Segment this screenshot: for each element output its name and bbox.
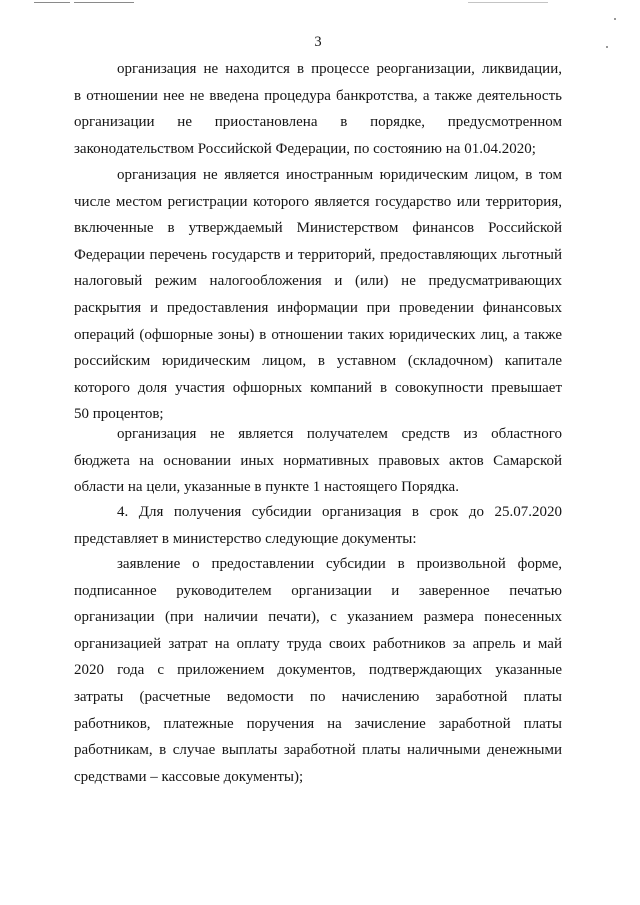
text-line: организации (при наличии печати), с указанием размера понесенных — [74, 609, 562, 626]
text-line: работников, платежные поручения на зачисление заработной платы — [74, 715, 562, 732]
text-line: операций (офшорные зоны) в отношении таких юридических лиц, а также — [74, 326, 562, 343]
text-line: организации не приостановлена в порядке, предусмотренном — [74, 114, 562, 131]
text-line: организацией затрат на оплату труда своих работников за апрель и май — [74, 635, 562, 652]
text-line: числе местом регистрации которого является государство или территория, — [74, 193, 562, 210]
paragraph-offshore — [74, 162, 562, 428]
text-line: налоговый режим налогообложения и (или) не предусматривающих — [74, 273, 562, 290]
text-line: организация не является получателем средств из областного — [117, 426, 562, 442]
scan-speck — [614, 18, 616, 20]
paragraph-status — [74, 56, 562, 162]
paragraph-application — [74, 551, 562, 790]
scan-edge-line — [74, 2, 134, 3]
text-line: организация не находится в процессе реорганизации, ликвидации, — [117, 61, 562, 77]
scan-edge-line — [468, 2, 548, 3]
paragraph-budget — [74, 421, 562, 501]
text-line: работникам, в случае выплаты заработной платы наличными денежными — [74, 742, 562, 759]
text-line: представляет в министерство следующие документы: — [74, 530, 417, 547]
text-line: средствами – кассовые документы); — [74, 768, 304, 785]
text-line: затраты (расчетные ведомости по начислению заработной платы — [74, 688, 562, 705]
text-line: раскрытия и предоставления информации при проведении финансовых — [74, 299, 562, 316]
text-line: 4. Для получения субсидии организация в срок до 25.07.2020 — [117, 504, 562, 520]
text-line: области на цели, указанные в пункте 1 настоящего Порядка. — [74, 479, 459, 496]
text-line: включенные в утверждаемый Министерством финансов Российской — [74, 220, 562, 237]
text-line: российским юридическим лицом, в уставном (складочном) капитале — [74, 353, 562, 370]
page-number: 3 — [314, 34, 322, 50]
text-line: заявление о предоставлении субсидии в произвольной форме, — [117, 556, 562, 572]
text-line: законодательством Российской Федерации, по состоянию на 01.04.2020; — [74, 140, 536, 157]
scan-edge-line — [34, 2, 70, 3]
text-line: которого доля участия офшорных компаний в совокупности превышает — [74, 379, 562, 396]
text-line: 2020 года с приложением документов, подтверждающих указанные — [74, 662, 562, 679]
text-line: 50 процентов; — [74, 406, 164, 423]
text-line: бюджета на основании иных нормативных правовых актов Самарской — [74, 452, 562, 469]
text-line: в отношении нее не введена процедура банкротства, а также деятельность — [74, 87, 562, 104]
text-line: организация не является иностранным юридическим лицом, в том — [117, 167, 562, 183]
text-line: Федерации перечень государств и территорий, предоставляющих льготный — [74, 246, 562, 263]
paragraph-item-4 — [74, 499, 562, 552]
text-line: подписанное руководителем организации и заверенное печатью — [74, 582, 562, 599]
